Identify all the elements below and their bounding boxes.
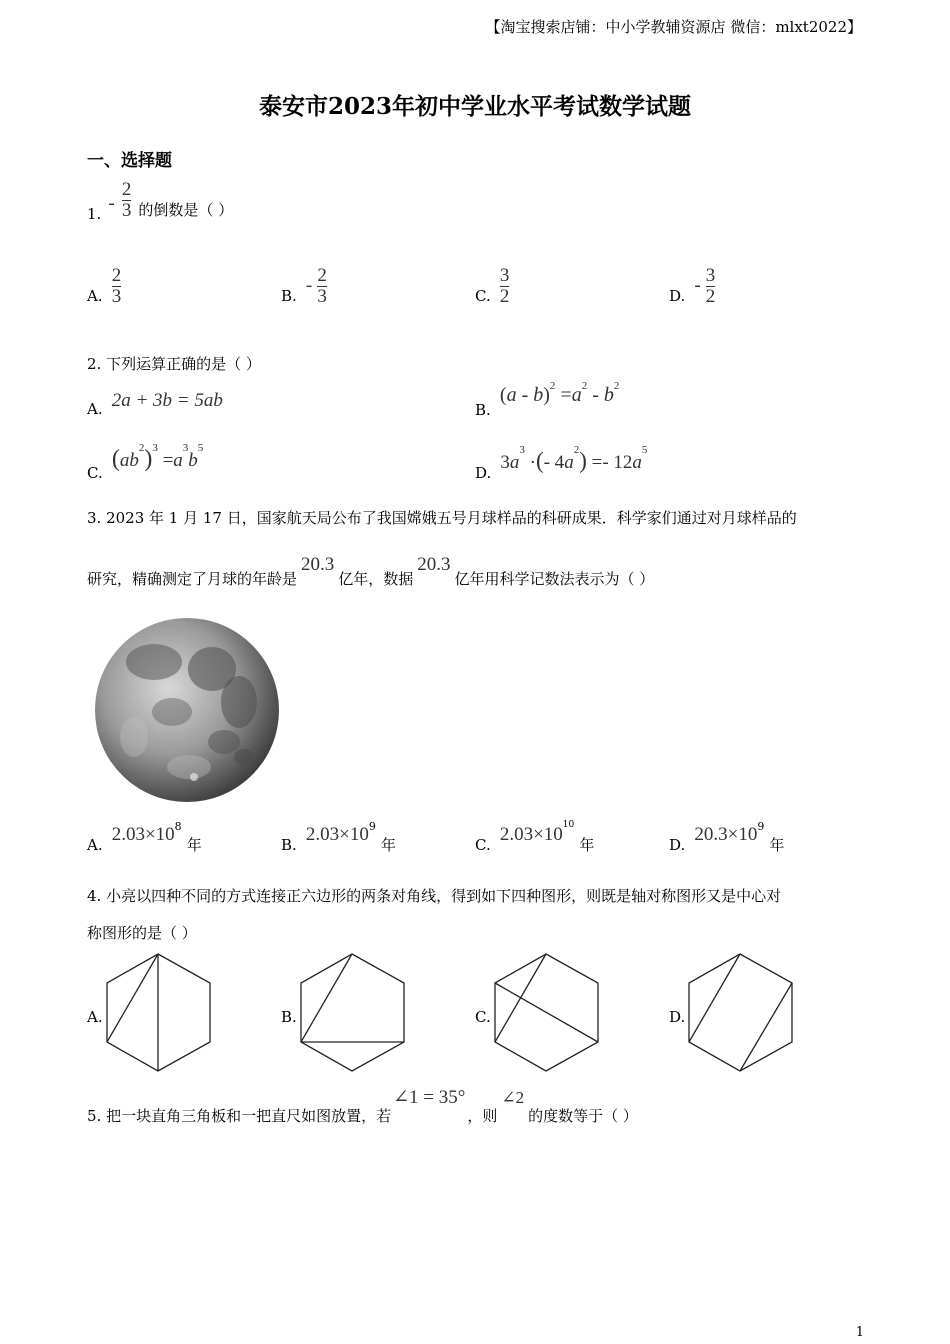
q1-option-c[interactable]: C. $\frac{3}{2}$ (475, 265, 510, 307)
page-title: 泰安市2023年初中学业水平考试数学试题 (258, 93, 691, 120)
q1-option-b[interactable]: B. - $\frac{2}{3}$ (281, 265, 327, 307)
q2-option-d[interactable]: D. $3a^3$ ·(- $4a^2) =- 12a^5$ (475, 444, 648, 482)
moon-image (94, 617, 280, 807)
q2-b-expr: $(a - b)^2 =a^2 - b^2$ (499, 380, 620, 406)
page-number: 1 (855, 1325, 864, 1340)
hexagon-a[interactable] (104, 952, 214, 1078)
q2-option-b[interactable]: B. $(a - b)^2 =a^2 - b^2$ (475, 380, 620, 419)
q1-option-d[interactable]: D. - $\frac{3}{2}$ (669, 265, 716, 307)
q4-label-b[interactable]: B. (281, 1008, 297, 1026)
q4-label-c[interactable]: C. (475, 1008, 491, 1026)
q4-line1: 4. 小亮以四种不同的方式连接正六边形的两条对角线，得到如下四种图形，则既是轴对称图形又是中心对 (87, 887, 782, 905)
q3-option-b[interactable]: B. $2.03\times 10^9$ 年 (281, 820, 396, 854)
q1-stem: 的倒数是（ ） (138, 200, 234, 219)
q5-angle1: ∠1 = 35° (393, 1087, 466, 1108)
q2-a-expr: 2a + 3b = 5ab (111, 390, 223, 411)
question-5: 5. 把一块直角三角板和一把直尺如图放置，若∠1 = 35°，则∠2的度数等于（ ） (87, 1087, 638, 1125)
q5-angle2: ∠2 (501, 1088, 525, 1107)
hexagon-c[interactable] (492, 952, 602, 1078)
q2-stem: 2. 下列运算正确的是（ ） (87, 355, 261, 373)
q3-option-d[interactable]: D. $20.3\times 10^9$ 年 (669, 820, 785, 854)
watermark: 【淘宝搜索店铺：中小学教辅资源店 微信：mlxt2022】 (485, 18, 862, 36)
q4-label-a[interactable]: A. (87, 1008, 103, 1026)
q3-option-c[interactable]: C. $2.03\times 10^{10}$ 年 (475, 820, 595, 854)
hexagon-b[interactable] (298, 952, 408, 1078)
q2-d-expr: $3a^3$ ·(- $4a^2) =- 12a^5$ (500, 444, 648, 473)
q3-line1: 3. 2023 年 1 月 17 日，国家航天局公布了我国嫦娥五号月球样品的科研成果．科学家们通过对月球样品的 (87, 509, 797, 527)
q3-line2: 研究，精确测定了月球的年龄是20.3亿年，数据20.3亿年用科学记数法表示为（ ） (87, 554, 655, 588)
question-1 (87, 180, 233, 221)
q3-value-1: 20.3 (301, 554, 335, 575)
q1-fraction: $\frac{2}{3}$ (121, 179, 132, 221)
q2-c-expr: $(ab^2)^3 =a^3b^5$ (111, 442, 204, 472)
q3-value-2: 20.3 (417, 554, 451, 575)
q2-option-a[interactable]: A. 2a + 3b = 5ab (87, 390, 223, 418)
q1-option-a[interactable]: A. $\frac{2}{3}$ (87, 265, 122, 307)
q2-option-c[interactable]: C. $(ab^2)^3 =a^3b^5$ (87, 442, 204, 482)
q1-neg: - (108, 192, 115, 214)
q3-option-a[interactable]: A. $2.03\times 10^8$ 年 (87, 820, 202, 854)
hexagon-d[interactable] (686, 952, 796, 1078)
q1-number: 1. (87, 204, 102, 223)
section-heading: 一、选择题 (87, 151, 172, 171)
q4-line2: 称图形的是（ ） (87, 924, 197, 942)
q4-label-d[interactable]: D. (669, 1008, 686, 1026)
